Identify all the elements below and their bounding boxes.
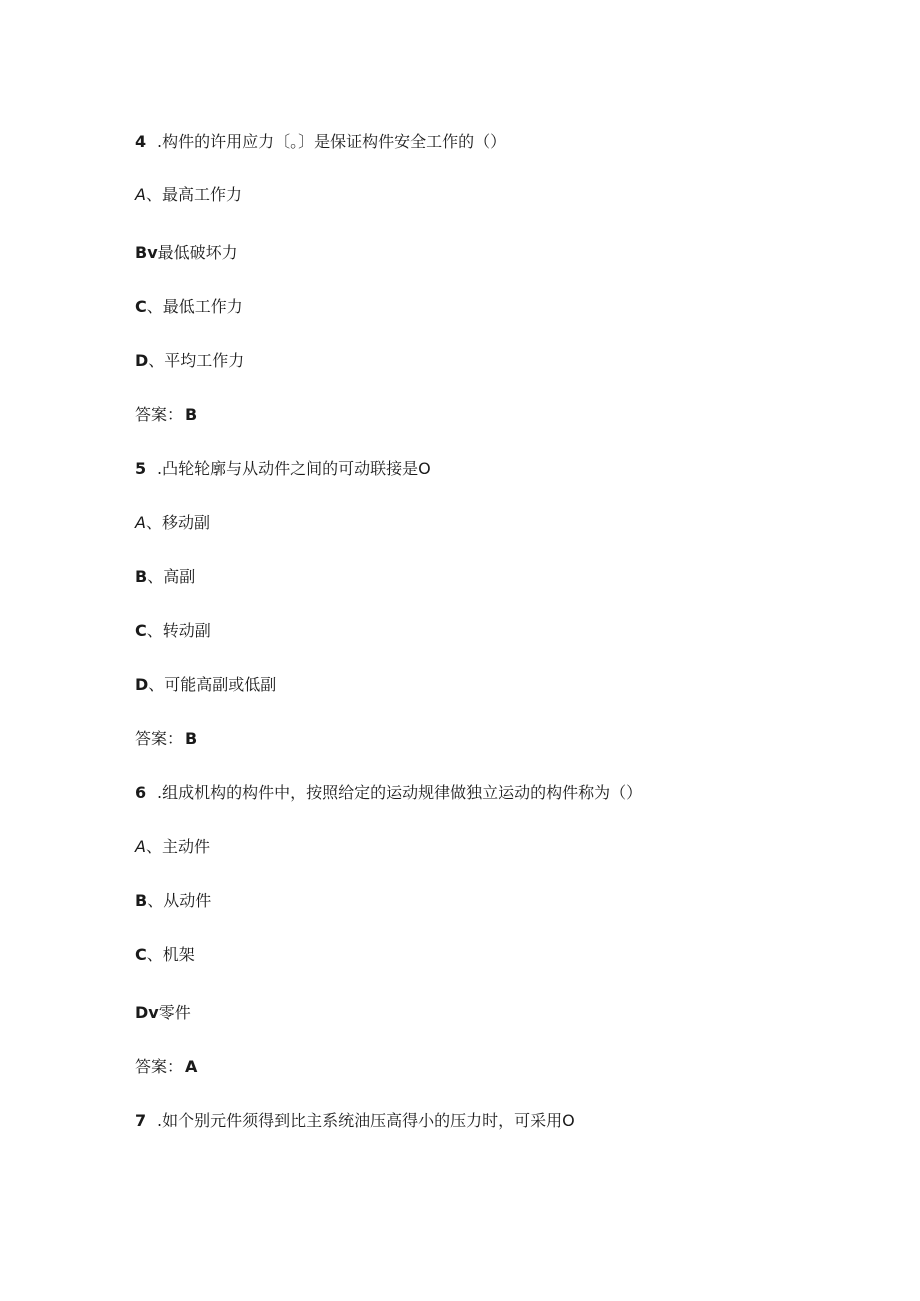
option-6c [135, 945, 195, 965]
question-number: 5 [135, 459, 147, 478]
option-text: 高副 [163, 567, 196, 586]
option-sep: 、 [146, 297, 163, 316]
option-4a [135, 185, 242, 205]
option-label: C [135, 621, 147, 640]
option-text: 最高工作力 [161, 185, 242, 204]
option-sep: 、 [145, 837, 162, 856]
option-6a [135, 837, 210, 857]
question-4 [135, 132, 506, 152]
option-5b [135, 567, 195, 587]
option-label: A [135, 837, 146, 856]
answer-label: 答案： [135, 405, 184, 424]
option-text: 零件 [158, 1003, 191, 1022]
option-text: 转动副 [162, 621, 211, 640]
option-label: C [135, 297, 147, 316]
answer-4 [135, 405, 197, 425]
question-number: 7 [135, 1111, 147, 1130]
question-text: .凸轮轮廓与从动件之间的可动联接是O [157, 459, 431, 478]
option-text: 主动件 [161, 837, 210, 856]
option-label: Dv [135, 1003, 159, 1022]
question-6 [135, 783, 642, 803]
question-text: .构件的许用应力〔。〕是保证构件安全工作的（） [157, 132, 507, 151]
option-sep: 、 [148, 351, 165, 370]
option-sep: 、 [147, 567, 164, 586]
option-6d [135, 1003, 191, 1023]
option-sep: 、 [145, 185, 162, 204]
option-label: Bv [135, 243, 158, 262]
option-sep: 、 [147, 891, 164, 910]
option-text: 最低工作力 [162, 297, 243, 316]
option-5d [135, 675, 276, 695]
option-sep: 、 [145, 513, 162, 532]
answer-label: 答案： [135, 729, 184, 748]
option-label: D [135, 351, 149, 370]
question-text: .组成机构的构件中，按照给定的运动规律做独立运动的构件称为（） [157, 783, 643, 802]
option-sep: 、 [148, 675, 165, 694]
option-label: C [135, 945, 147, 964]
option-label: A [135, 185, 146, 204]
answer-5 [135, 729, 197, 749]
option-text: 移动副 [161, 513, 210, 532]
option-4c [135, 297, 243, 317]
question-5 [135, 459, 431, 479]
option-5a [135, 513, 210, 533]
question-number: 6 [135, 783, 147, 802]
answer-value: A [185, 1057, 198, 1076]
answer-value: B [185, 405, 198, 424]
option-text: 从动件 [163, 891, 212, 910]
option-label: A [135, 513, 146, 532]
option-6b [135, 891, 211, 911]
option-label: D [135, 675, 149, 694]
answer-label: 答案： [135, 1057, 184, 1076]
question-7 [135, 1111, 575, 1131]
option-5c [135, 621, 211, 641]
option-text: 可能高副或低副 [164, 675, 277, 694]
question-number: 4 [135, 132, 147, 151]
option-label: B [135, 567, 148, 586]
question-text: .如个别元件须得到比主系统油压高得小的压力时，可采用O [157, 1111, 575, 1130]
option-4b [135, 243, 238, 263]
answer-value: B [185, 729, 198, 748]
option-label: B [135, 891, 148, 910]
option-sep: 、 [146, 945, 163, 964]
option-text: 最低破坏力 [157, 243, 238, 262]
answer-6 [135, 1057, 197, 1077]
option-text: 机架 [162, 945, 195, 964]
option-4d [135, 351, 244, 371]
option-text: 平均工作力 [164, 351, 245, 370]
option-sep: 、 [146, 621, 163, 640]
